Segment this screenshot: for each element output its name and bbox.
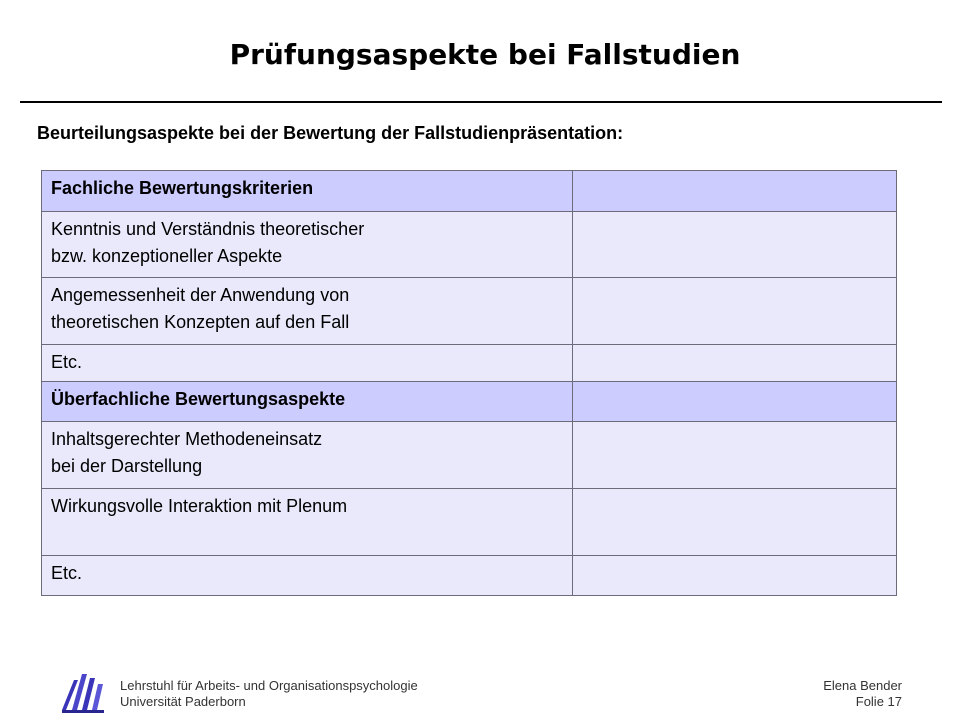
table-row	[42, 345, 897, 382]
table-cell-rating	[573, 489, 897, 556]
footer-slide-info	[823, 678, 902, 710]
table-row	[42, 278, 897, 345]
table-cell-rating	[573, 345, 897, 382]
footer-institute-name: Lehrstuhl für Arbeits- und Organisationspsychologie	[120, 678, 418, 693]
footer-institution	[120, 678, 418, 710]
table-row	[42, 556, 897, 596]
table-cell-criterion: Inhaltsgerechter Methodeneinsatz bei der Darstellung	[42, 422, 573, 489]
footer-university-name: Universität Paderborn	[120, 694, 246, 709]
table-cell-criterion: Angemessenheit der Anwendung von theoretischen Konzepten auf den Fall	[42, 278, 573, 345]
table-cell-criterion: Fachliche Bewertungskriterien	[42, 171, 573, 212]
table-cell-rating	[573, 278, 897, 345]
table-section-header	[42, 171, 897, 212]
table-section-header	[42, 382, 897, 422]
footer-slide-number: Folie 17	[855, 694, 902, 709]
title-divider	[20, 101, 942, 103]
table-cell-criterion: Kenntnis und Verständnis theoretischer bzw. konzeptioneller Aspekte	[42, 212, 573, 278]
footer-author: Elena Bender	[823, 678, 902, 693]
table-cell-criterion: Etc.	[42, 556, 573, 596]
table-cell-rating	[573, 382, 897, 422]
table-cell-rating	[573, 171, 897, 212]
table-row	[42, 489, 897, 556]
slide-title: Prüfungsaspekte bei Fallstudien	[229, 38, 741, 71]
table-cell-rating	[573, 422, 897, 489]
criteria-table	[41, 170, 897, 596]
table-cell-rating	[573, 556, 897, 596]
table-cell-criterion: Etc.	[42, 345, 573, 382]
table-cell-criterion: Überfachliche Bewertungsaspekte	[42, 382, 573, 422]
table-cell-rating	[573, 212, 897, 278]
slide-subtitle: Beurteilungsaspekte bei der Bewertung der Fallstudienpräsentation:	[37, 123, 624, 143]
table-cell-criterion: Wirkungsvolle Interaktion mit Plenum	[42, 489, 573, 556]
table-row	[42, 422, 897, 489]
university-logo-icon	[60, 670, 108, 714]
table-row	[42, 212, 897, 278]
